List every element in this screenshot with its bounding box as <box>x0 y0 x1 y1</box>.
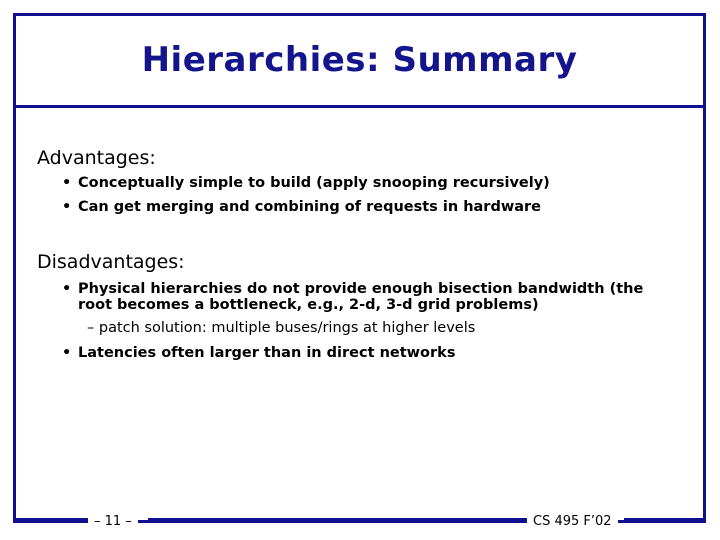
bullet-dot: • <box>62 281 72 297</box>
disadvantages-heading: Disadvantages: <box>37 251 185 273</box>
advantages-heading: Advantages: <box>37 147 156 169</box>
advantage-text-1: Conceptually simple to build (apply snooping recursively) <box>78 175 550 191</box>
disadvantage-text-1a: Physical hierarchies do not provide enough bisection bandwidth (the <box>78 281 644 297</box>
disadvantage-text-1b: root becomes a bottleneck, e.g., 2-d, 3-d grid problems) <box>78 297 539 313</box>
advantage-text-2: Can get merging and combining of requests in hardware <box>78 199 542 215</box>
footer-rule-middle <box>148 518 528 521</box>
advantage-bullet-1 <box>62 175 550 191</box>
disadvantage-bullet-1 <box>62 281 643 313</box>
disadvantage-text-2: Latencies often larger than in direct networks <box>78 345 456 361</box>
footer-rule-left <box>13 518 93 521</box>
title-bar <box>16 16 703 108</box>
advantage-bullet-2 <box>62 199 541 215</box>
disadvantage-sub-point: – patch solution: multiple buses/rings at higher levels <box>87 320 476 336</box>
footer-rule-right <box>624 518 706 521</box>
disadvantage-bullet-2 <box>62 345 455 361</box>
bullet-dot: • <box>62 199 72 215</box>
slide-title: Hierarchies: Summary <box>141 40 578 80</box>
course-label: CS 495 F’02 <box>527 514 618 529</box>
bullet-dot: • <box>62 175 72 191</box>
bullet-dot: • <box>62 345 72 361</box>
page-number: – 11 – <box>88 514 138 529</box>
